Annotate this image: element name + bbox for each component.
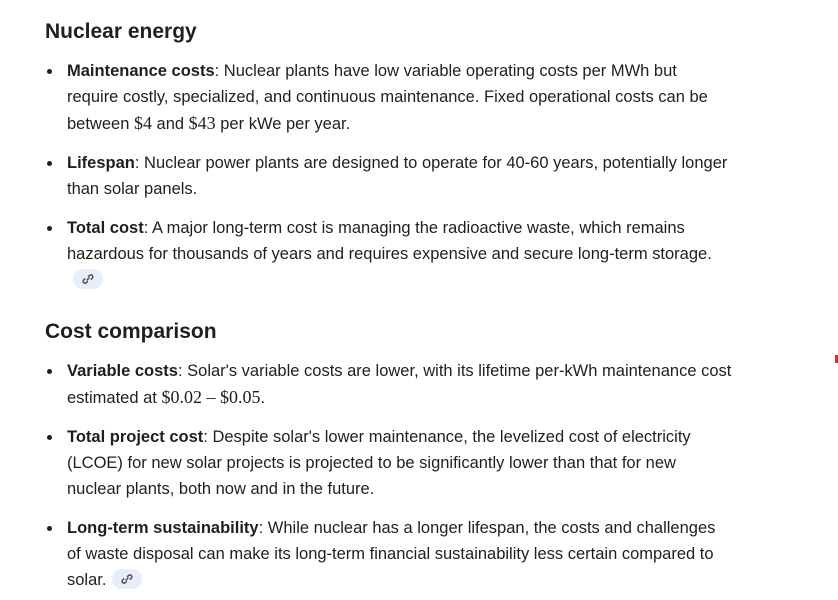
- item-text: : Nuclear plants have low variable operating costs per MWh but require costly, specialized, and continuous maintenance. Fixed operational costs can be between: [67, 62, 708, 133]
- item-text: .: [260, 389, 266, 407]
- item-text: : Despite solar's lower maintenance, the levelized cost of electricity (LCOE) for new solar projects is projected to be significantly lower than that for new nuclear plants, both now and in the future.: [67, 428, 691, 498]
- bullet-icon: [47, 435, 52, 440]
- item-term: Total cost: [67, 219, 144, 237]
- source-link-button[interactable]: [112, 569, 142, 589]
- list-item-maintenance-costs: [45, 58, 732, 137]
- cost-comparison-list: [45, 358, 745, 593]
- bullet-icon: [47, 161, 52, 166]
- link-icon: [82, 273, 94, 285]
- bullet-icon: [47, 69, 52, 74]
- bullet-icon: [47, 526, 52, 531]
- math-value: $0.02 – $0.05: [161, 387, 261, 407]
- item-text: : While nuclear has a longer lifespan, the costs and challenges of waste disposal can make its long-term financial sustainability less certain compared to solar.: [67, 519, 716, 589]
- item-term: Long-term sustainability: [67, 519, 259, 537]
- item-term: Lifespan: [67, 154, 135, 172]
- list-item-long-term-sustainability: [45, 515, 732, 593]
- bullet-icon: [47, 369, 52, 374]
- section-heading-nuclear-energy: Nuclear energy: [45, 20, 197, 43]
- section-heading-cost-comparison: Cost comparison: [45, 320, 217, 343]
- list-item-variable-costs: [45, 358, 732, 411]
- item-term: Variable costs: [67, 362, 178, 380]
- list-item-total-project-cost: [45, 424, 732, 502]
- math-value: $43: [188, 113, 216, 133]
- item-text: and: [151, 115, 189, 133]
- item-text: : A major long-term cost is managing the radioactive waste, which remains hazardous for thousands of years and requires expensive and secure long-term storage.: [67, 219, 712, 263]
- bullet-icon: [47, 226, 52, 231]
- item-text: per kWe per year.: [215, 115, 351, 133]
- nuclear-energy-list: [45, 58, 745, 293]
- source-link-button[interactable]: [73, 269, 103, 289]
- item-term: Total project cost: [67, 428, 204, 446]
- item-term: Maintenance costs: [67, 62, 215, 80]
- item-text: : Nuclear power plants are designed to operate for 40-60 years, potentially longer than solar panels.: [67, 154, 728, 198]
- math-value: $4: [133, 113, 152, 133]
- response-content: [45, 18, 745, 593]
- item-text: : Solar's variable costs are lower, with its lifetime per-kWh maintenance cost estimated at: [67, 362, 732, 407]
- link-icon: [121, 573, 133, 585]
- list-item-total-cost: [45, 215, 732, 293]
- list-item-lifespan: [45, 150, 732, 202]
